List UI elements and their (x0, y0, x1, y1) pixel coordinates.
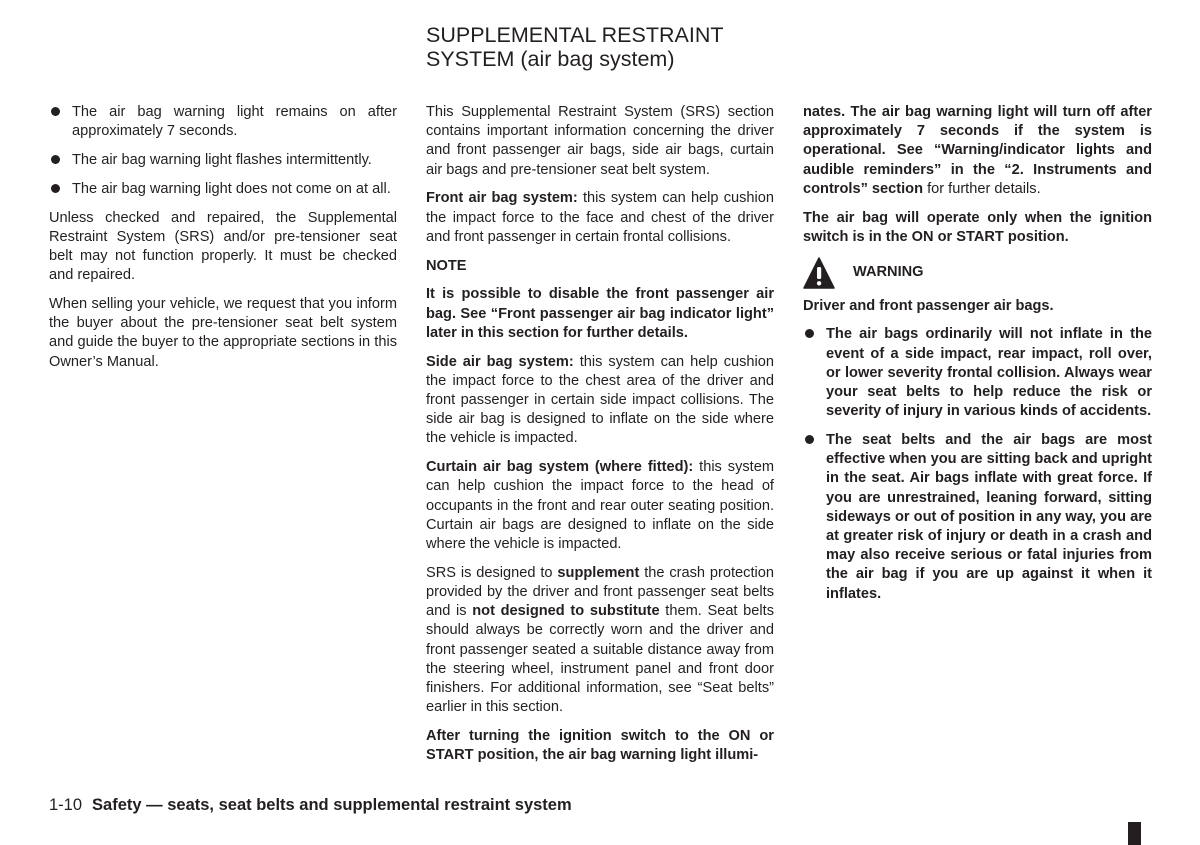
page-number: 1-10 (49, 796, 83, 814)
curtain-air-bag-text: this system can help cushion the impact force to the head of occupants in the front and rear outer seating position. Curtain air bags are designed to inflate on the side where the vehicle is impacted. (426, 459, 774, 553)
warning-icon (803, 257, 835, 289)
note-heading: NOTE (426, 257, 467, 274)
list-item (803, 325, 1152, 421)
paragraph-unless-checked: Unless checked and repaired, the Supplemental Restraint System (SRS) and/or pre-tensioner seat belt may not function properly. It must be checked and repaired. (49, 209, 397, 284)
continuation-text: for further details. (923, 180, 1041, 197)
note-text: It is possible to disable the front passenger air bag. See “Front passenger air bag indicator light” later in this section for further details. (426, 286, 774, 341)
bullet-icon (51, 155, 60, 164)
side-air-bag-text: this system can help cushion the impact force to the chest area of the driver and front passenger in certain side impact collisions. The side air bag is designed to inflate on the side where the vehicle is impacted. (426, 353, 774, 447)
section-title (426, 24, 723, 71)
bullet-icon (805, 435, 814, 444)
list-item (49, 151, 397, 170)
list-item-text: The air bag warning light flashes intermittently. (72, 152, 372, 168)
warning-list (803, 325, 1152, 603)
srs-text: SRS is designed to (426, 564, 558, 581)
section-title-line2: SYSTEM (air bag system) (426, 46, 675, 71)
list-item-text: The air bag warning light remains on after approximately 7 seconds. (72, 104, 397, 140)
list-item (803, 431, 1152, 604)
front-air-bag-label: Front air bag system: (426, 190, 578, 207)
list-item-text: The air bags ordinarily will not inflate in the event of a side impact, rear impact, roll over, or lower severity frontal collision. Always wear your seat belts to help reduce the risk or severity of injury in various kinds of accidents. (826, 326, 1152, 420)
warning-intro: Driver and front passenger air bags. (803, 297, 1054, 314)
list-item (49, 180, 397, 199)
paragraph-ignition-note: The air bag will operate only when the ignition switch is in the ON or START position. (803, 209, 1152, 245)
column-right (803, 103, 1152, 613)
front-air-bag-text: this system can help cushion the impact force to the face and chest of the driver and front passenger in certain frontal collisions. (426, 190, 775, 245)
section-title-line1: SUPPLEMENTAL RESTRAINT (426, 23, 724, 47)
column-middle (426, 103, 774, 775)
paragraph-front-air-bag (426, 189, 774, 247)
paragraph-after-turning: After turning the ignition switch to the ON or START position, the air bag warning light illumi- (426, 728, 774, 764)
paragraph-side-air-bag (426, 353, 774, 449)
srs-text: them. Seat belts should always be correctly worn and the driver and front passenger seated a suitable distance away from the steering wheel, instrument panel and front door finishers. For additional information, see “Seat belts” earlier in this section. (426, 603, 775, 716)
warning-label: WARNING (853, 264, 924, 280)
warning-light-conditions-list (49, 103, 397, 199)
paragraph-when-selling: When selling your vehicle, we request that you inform the buyer about the pre-tensioner seat belt system and guide the buyer to the appropriate sections in this Owner’s Manual. (49, 296, 397, 370)
list-item-text: The seat belts and the air bags are most effective when you are sitting back and upright in the seat. Air bags inflate with great force. If you are unrestrained, leaning forward, sitting sideways or out of position in any way, you are at greater risk of injury or death in a crash and may also receive serious or fatal injuries from the air bag if you are up against it when it inflates. (826, 432, 1152, 602)
list-item (49, 103, 397, 141)
bullet-icon (51, 107, 60, 116)
continuation-bold-text: nates. The air bag warning light will turn off after approximately 7 seconds if the system is operational. See “Warning/indicator lights and audible reminders” in the “2. Instruments and controls” section (803, 104, 1152, 197)
bullet-icon (805, 329, 814, 338)
warning-header (803, 257, 1152, 289)
paragraph-srs-supplement (426, 564, 774, 718)
srs-emphasis: not designed to substitute (472, 603, 660, 620)
bullet-icon (51, 184, 60, 193)
column-left (49, 103, 397, 381)
chapter-thumb-tab (1128, 822, 1141, 845)
curtain-air-bag-label: Curtain air bag system (where fitted): (426, 459, 694, 476)
srs-text: the crash protection provided by the driver and front passenger seat belts and is (426, 564, 774, 620)
paragraph-curtain-air-bag (426, 458, 774, 554)
chapter-title: Safety — seats, seat belts and supplemental restraint system (92, 796, 572, 814)
paragraph-continuation (803, 103, 1152, 199)
side-air-bag-label: Side air bag system: (426, 353, 574, 370)
page-footer (49, 795, 572, 815)
srs-emphasis: supplement (557, 564, 640, 581)
paragraph-intro: This Supplemental Restraint System (SRS) section contains important information concerning the driver and front passenger air bags, side air bags, curtain air bags and pre-tensioner seat belt system. (426, 104, 774, 178)
list-item-text: The air bag warning light does not come on at all. (72, 180, 391, 197)
